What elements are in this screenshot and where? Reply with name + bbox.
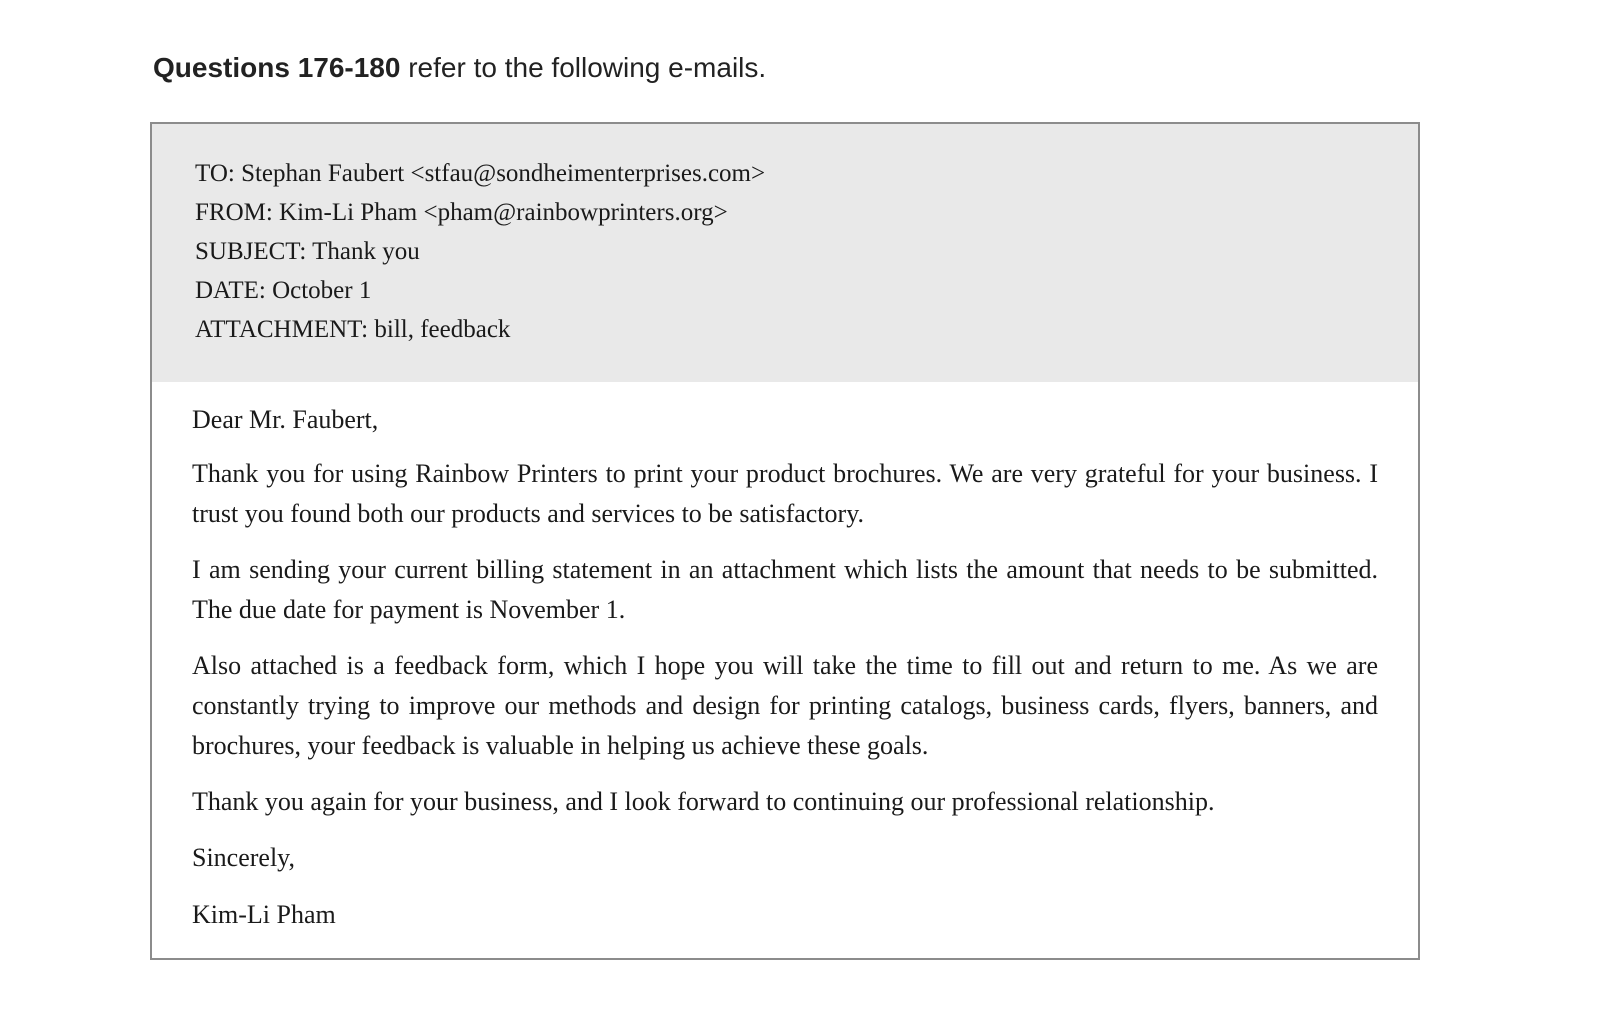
salutation: Dear Mr. Faubert,	[192, 405, 379, 434]
instructions-heading	[153, 52, 766, 84]
to-field: TO: Stephan Faubert <stfau@sondheimenterprises.com>	[195, 160, 766, 187]
email-document	[150, 122, 1420, 960]
from-field: FROM: Kim-Li Pham <pham@rainbowprinters.org>	[195, 199, 728, 226]
email-body	[192, 400, 1378, 951]
subject-field: SUBJECT: Thank you	[195, 238, 420, 265]
question-range: Questions 176-180	[153, 52, 401, 83]
attachment-field: ATTACHMENT: bill, feedback	[195, 316, 511, 343]
body-paragraph-2: I am sending your current billing statement in an attachment which lists the amount that needs to be submitted. The due date for payment is November 1.	[192, 555, 1378, 624]
email-header-fields	[195, 154, 765, 349]
closing: Sincerely,	[192, 843, 295, 872]
email-header	[152, 124, 1418, 382]
instructions-text: refer to the following e-mails.	[400, 52, 767, 83]
body-paragraph-1: Thank you for using Rainbow Printers to print your product brochures. We are very grateful for your business. I trust you found both our products and services to be satisfactory.	[192, 459, 1378, 528]
signature: Kim-Li Pham	[192, 900, 336, 929]
body-paragraph-4: Thank you again for your business, and I look forward to continuing our professional relationship.	[192, 787, 1215, 816]
date-field: DATE: October 1	[195, 277, 372, 304]
body-paragraph-3: Also attached is a feedback form, which I hope you will take the time to fill out and return to me. As we are constantly trying to improve our methods and design for printing catalogs, business cards, flyers, banners, and brochures, your feedback is valuable in helping us achieve these goals.	[192, 651, 1378, 760]
